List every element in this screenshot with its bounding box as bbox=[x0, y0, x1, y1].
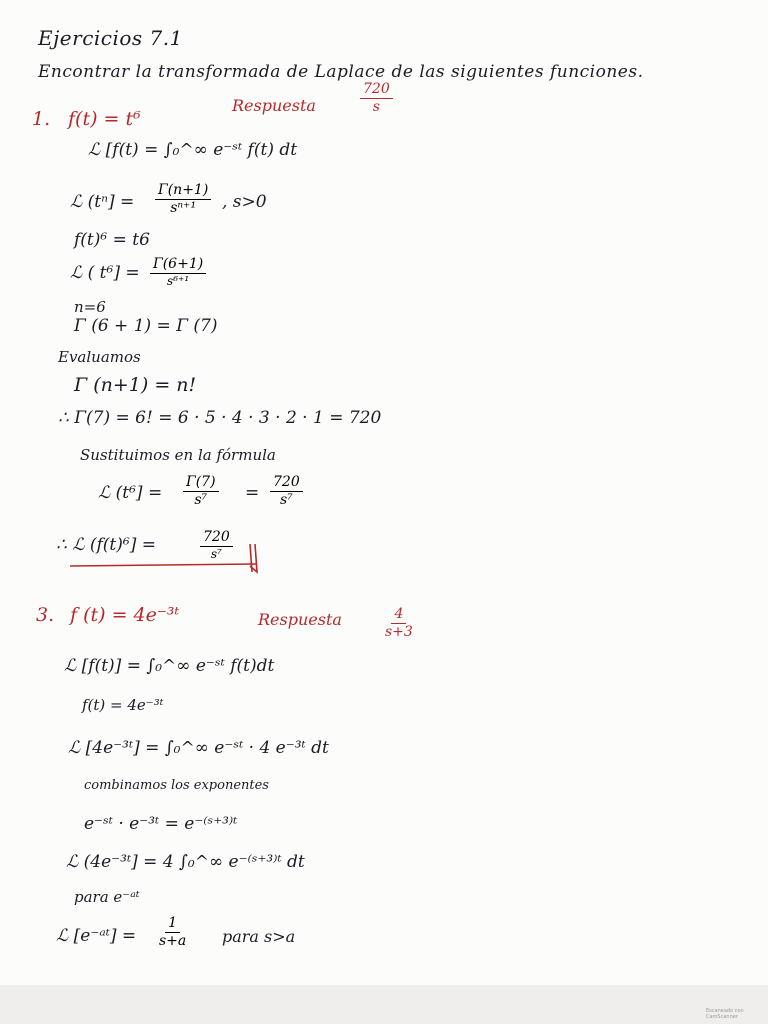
apply-definition-3: ℒ [4e⁻³ᵗ] = ∫₀^∞ e⁻ˢᵗ · 4 e⁻³ᵗ dt bbox=[68, 738, 329, 758]
power-rule-lhs: ℒ (tⁿ] = bbox=[70, 192, 135, 212]
problem-3-answer-label: Respuesta bbox=[258, 610, 342, 629]
exponential-rule-lhs: ℒ [e⁻ᵃᵗ] = bbox=[56, 926, 137, 946]
answer-numerator: 4 bbox=[391, 607, 406, 624]
function-restated: f(t)⁶ = t6 bbox=[74, 230, 150, 250]
answer-denominator: s+3 bbox=[385, 623, 413, 640]
substitution-lhs: ℒ (t⁶] = bbox=[98, 483, 163, 503]
problem-1-answer-label: Respuesta bbox=[232, 96, 316, 115]
laplace-definition: ℒ [f(t) = ∫₀^∞ e⁻ˢᵗ f(t) dt bbox=[88, 140, 298, 160]
factor-constant-equation: ℒ (4e⁻³ᵗ] = 4 ∫₀^∞ e⁻⁽ˢ⁺³⁾ᵗ dt bbox=[66, 852, 305, 872]
final-result-denominator: s⁷ bbox=[210, 546, 222, 561]
substitution-numerator-1: Γ(7) bbox=[183, 475, 219, 492]
problem-3-number: 3. bbox=[36, 604, 55, 626]
scan-bottom-margin bbox=[0, 985, 768, 1024]
function-restated-3: f(t) = 4e⁻³ᵗ bbox=[82, 696, 164, 714]
evaluate-note: Evaluamos bbox=[58, 348, 141, 366]
laplace-definition-3: ℒ [f(t)] = ∫₀^∞ e⁻ˢᵗ f(t)dt bbox=[64, 656, 275, 676]
gamma-evaluation: ∴ Γ(7) = 6! = 6 · 5 · 4 · 3 · 2 · 1 = 720 bbox=[58, 408, 382, 428]
exercise-title: Ejercicios 7.1 bbox=[38, 26, 183, 50]
exponential-rule-numerator: 1 bbox=[165, 916, 180, 933]
apply-rule-denominator: s⁶⁺¹ bbox=[167, 273, 190, 288]
final-result-lhs: ∴ ℒ (f(t)⁶] = bbox=[56, 535, 156, 555]
exponential-rule-condition: para s>a bbox=[222, 927, 296, 946]
substitution-fraction-2 bbox=[270, 475, 303, 507]
instruction-text: Encontrar la transformada de Laplace de las siguientes funciones. bbox=[38, 62, 644, 82]
substitution-denominator-2: s⁷ bbox=[279, 491, 293, 508]
answer-denominator: s bbox=[372, 98, 380, 115]
n-value: n=6 bbox=[74, 298, 106, 316]
problem-1-number: 1. bbox=[32, 108, 51, 130]
substitution-numerator-2: 720 bbox=[270, 475, 303, 492]
power-rule-denominator: sⁿ⁺¹ bbox=[170, 199, 197, 216]
exponential-rule-fraction bbox=[156, 916, 189, 948]
apply-rule-lhs: ℒ ( t⁶] = bbox=[70, 263, 140, 283]
substitution-equals: = bbox=[245, 483, 260, 503]
combine-exponents-equation: e⁻ˢᵗ · e⁻³ᵗ = e⁻⁽ˢ⁺³⁾ᵗ bbox=[84, 814, 238, 834]
substitution-denominator-1: s⁷ bbox=[194, 491, 208, 508]
exponential-rule-note: para e⁻ᵃᵗ bbox=[74, 888, 140, 906]
answer-numerator: 720 bbox=[360, 82, 393, 99]
substitute-note: Sustituimos en la fórmula bbox=[80, 446, 276, 464]
apply-rule-numerator: Γ(6+1) bbox=[150, 257, 206, 274]
problem-3-function: f (t) = 4e⁻³ᵗ bbox=[70, 604, 180, 626]
problem-1-answer-fraction bbox=[360, 82, 393, 114]
apply-rule-fraction bbox=[150, 257, 206, 287]
exponential-rule-denominator: s+a bbox=[159, 932, 187, 949]
substitution-fraction-1 bbox=[183, 475, 219, 507]
gamma-factorial-rule: Γ (n+1) = n! bbox=[74, 374, 197, 396]
power-rule-numerator: Γ(n+1) bbox=[155, 183, 211, 200]
power-rule-fraction bbox=[155, 183, 211, 215]
power-rule-condition: , s>0 bbox=[222, 192, 267, 212]
final-result-underline bbox=[60, 540, 270, 580]
combine-exponents-note: combinamos los exponentes bbox=[84, 778, 269, 793]
problem-1-function: f(t) = t⁶ bbox=[68, 108, 141, 130]
problem-3-answer-fraction bbox=[382, 607, 416, 639]
gamma-expression: Γ (6 + 1) = Γ (7) bbox=[74, 316, 218, 336]
scanner-watermark: Escaneado con CamScanner bbox=[706, 1008, 744, 1020]
final-result-numerator: 720 bbox=[200, 530, 233, 547]
